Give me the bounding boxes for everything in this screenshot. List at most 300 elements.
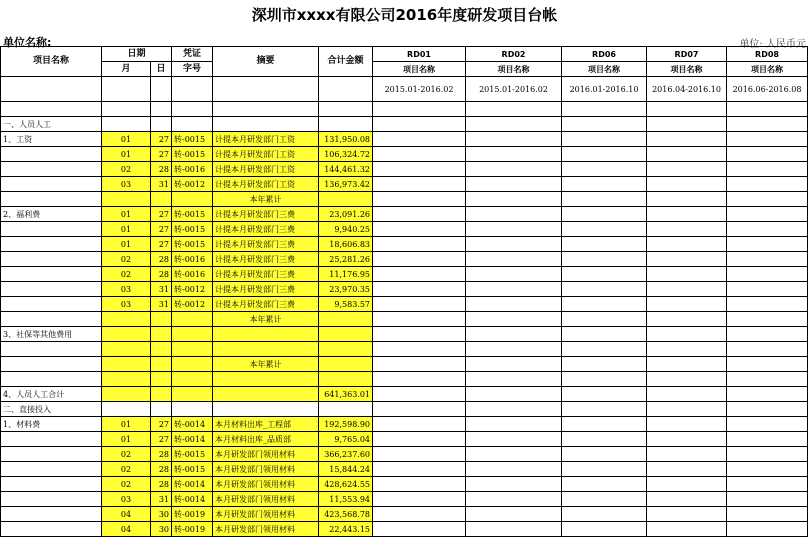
row-project-amount-cell xyxy=(466,132,562,147)
table-row xyxy=(1,117,808,132)
row-project-amount-cell xyxy=(466,207,562,222)
table-row xyxy=(1,237,808,252)
row-amount-cell: 23,970.35 xyxy=(319,282,373,297)
row-project-name-cell xyxy=(1,267,102,282)
row-day-cell xyxy=(151,312,172,327)
row-summary-cell xyxy=(213,372,319,387)
row-summary-cell: 计提本月研发部门三费 xyxy=(213,207,319,222)
row-project-amount-cell xyxy=(647,477,727,492)
header-blank xyxy=(213,77,319,102)
row-project-amount-cell xyxy=(373,327,466,342)
row-summary-cell xyxy=(213,102,319,117)
row-project-amount-cell xyxy=(466,372,562,387)
row-month-cell: 01 xyxy=(102,222,151,237)
row-month-cell xyxy=(102,402,151,417)
row-amount-cell xyxy=(319,342,373,357)
row-voucher-cell xyxy=(172,102,213,117)
row-project-amount-cell xyxy=(647,462,727,477)
row-day-cell: 31 xyxy=(151,492,172,507)
row-project-amount-cell xyxy=(727,147,808,162)
row-month-cell: 01 xyxy=(102,207,151,222)
row-project-amount-cell xyxy=(562,522,647,537)
row-month-cell: 02 xyxy=(102,252,151,267)
row-day-cell xyxy=(151,342,172,357)
row-summary-cell xyxy=(213,117,319,132)
row-project-name-cell xyxy=(1,252,102,267)
row-summary-cell: 本月材料出库_工程部 xyxy=(213,417,319,432)
table-row xyxy=(1,222,808,237)
row-project-amount-cell xyxy=(727,492,808,507)
table-row xyxy=(1,327,808,342)
row-day-cell: 31 xyxy=(151,177,172,192)
row-project-amount-cell xyxy=(373,492,466,507)
row-day-cell: 30 xyxy=(151,522,172,537)
row-day-cell: 28 xyxy=(151,462,172,477)
row-project-amount-cell xyxy=(373,102,466,117)
row-amount-cell: 23,091.26 xyxy=(319,207,373,222)
table-row xyxy=(1,387,808,402)
row-project-amount-cell xyxy=(373,237,466,252)
row-project-amount-cell xyxy=(466,222,562,237)
row-project-name-cell: 3、社保等其他费用 xyxy=(1,327,102,342)
row-project-amount-cell xyxy=(466,177,562,192)
row-amount-cell: 131,950.08 xyxy=(319,132,373,147)
row-amount-cell: 9,583.57 xyxy=(319,297,373,312)
row-project-amount-cell xyxy=(373,117,466,132)
row-month-cell: 03 xyxy=(102,297,151,312)
row-project-amount-cell xyxy=(373,402,466,417)
header-project-period: 2016.04-2016.10 xyxy=(647,77,727,102)
row-month-cell: 01 xyxy=(102,132,151,147)
row-voucher-cell xyxy=(172,357,213,372)
table-row xyxy=(1,342,808,357)
row-project-amount-cell xyxy=(466,477,562,492)
row-month-cell xyxy=(102,357,151,372)
row-voucher-cell xyxy=(172,372,213,387)
row-project-amount-cell xyxy=(562,462,647,477)
row-summary-cell: 本月研发部门领用材料 xyxy=(213,522,319,537)
row-project-amount-cell xyxy=(562,402,647,417)
header-project-code: RD07 xyxy=(647,47,727,62)
header-day: 日 xyxy=(151,62,172,77)
row-day-cell xyxy=(151,192,172,207)
row-project-amount-cell xyxy=(562,357,647,372)
row-month-cell: 04 xyxy=(102,522,151,537)
row-project-name-cell xyxy=(1,462,102,477)
row-project-amount-cell xyxy=(727,177,808,192)
row-month-cell: 01 xyxy=(102,147,151,162)
row-summary-cell: 本月研发部门领用材料 xyxy=(213,507,319,522)
row-project-amount-cell xyxy=(647,117,727,132)
row-day-cell: 27 xyxy=(151,132,172,147)
header-voucher-top: 凭证 xyxy=(172,47,213,62)
row-month-cell xyxy=(102,342,151,357)
row-amount-cell: 428,624.55 xyxy=(319,477,373,492)
row-summary-cell: 计提本月研发部门工资 xyxy=(213,132,319,147)
header-project-name-col: 项目名称 xyxy=(727,62,808,77)
row-project-amount-cell xyxy=(562,342,647,357)
row-project-name-cell xyxy=(1,342,102,357)
row-project-amount-cell xyxy=(373,252,466,267)
row-project-amount-cell xyxy=(647,147,727,162)
header-project-name-col: 项目名称 xyxy=(562,62,647,77)
row-project-amount-cell xyxy=(647,432,727,447)
row-project-name-cell: 2、福利费 xyxy=(1,207,102,222)
table-header xyxy=(1,47,808,102)
row-project-amount-cell xyxy=(562,222,647,237)
row-project-amount-cell xyxy=(466,192,562,207)
row-project-amount-cell xyxy=(647,522,727,537)
row-project-amount-cell xyxy=(466,462,562,477)
row-project-amount-cell xyxy=(647,507,727,522)
row-voucher-cell: 转-0015 xyxy=(172,222,213,237)
row-project-amount-cell xyxy=(562,237,647,252)
row-project-amount-cell xyxy=(647,447,727,462)
row-project-amount-cell xyxy=(727,372,808,387)
row-voucher-cell xyxy=(172,402,213,417)
row-project-amount-cell xyxy=(562,372,647,387)
row-summary-cell: 计提本月研发部门工资 xyxy=(213,162,319,177)
row-project-amount-cell xyxy=(727,102,808,117)
row-amount-cell: 9,940.25 xyxy=(319,222,373,237)
row-project-amount-cell xyxy=(373,462,466,477)
row-month-cell: 02 xyxy=(102,162,151,177)
row-voucher-cell: 转-0015 xyxy=(172,147,213,162)
table-row xyxy=(1,132,808,147)
row-project-amount-cell xyxy=(727,222,808,237)
row-project-amount-cell xyxy=(647,387,727,402)
header-project-name-col: 项目名称 xyxy=(647,62,727,77)
row-project-amount-cell xyxy=(466,402,562,417)
row-project-amount-cell xyxy=(562,492,647,507)
row-amount-cell: 11,553.94 xyxy=(319,492,373,507)
row-project-amount-cell xyxy=(647,402,727,417)
row-summary-cell: 计提本月研发部门三费 xyxy=(213,297,319,312)
table-row xyxy=(1,192,808,207)
row-project-amount-cell xyxy=(466,297,562,312)
table-row xyxy=(1,477,808,492)
row-project-name-cell xyxy=(1,357,102,372)
row-project-amount-cell xyxy=(727,477,808,492)
row-amount-cell xyxy=(319,117,373,132)
row-project-name-cell xyxy=(1,282,102,297)
row-voucher-cell: 转-0015 xyxy=(172,462,213,477)
row-project-amount-cell xyxy=(562,117,647,132)
row-project-name-cell xyxy=(1,432,102,447)
row-day-cell: 28 xyxy=(151,162,172,177)
row-project-amount-cell xyxy=(373,477,466,492)
table-row xyxy=(1,162,808,177)
row-project-amount-cell xyxy=(373,132,466,147)
row-month-cell: 01 xyxy=(102,432,151,447)
row-amount-cell xyxy=(319,192,373,207)
row-voucher-cell: 转-0015 xyxy=(172,237,213,252)
row-voucher-cell: 转-0019 xyxy=(172,507,213,522)
row-project-amount-cell xyxy=(373,447,466,462)
row-project-name-cell: 1、工资 xyxy=(1,132,102,147)
row-project-amount-cell xyxy=(727,192,808,207)
row-day-cell xyxy=(151,387,172,402)
row-month-cell: 01 xyxy=(102,417,151,432)
row-amount-cell: 18,606.83 xyxy=(319,237,373,252)
row-amount-cell: 15,844.24 xyxy=(319,462,373,477)
row-project-amount-cell xyxy=(727,462,808,477)
row-day-cell: 27 xyxy=(151,207,172,222)
table-row xyxy=(1,417,808,432)
row-project-amount-cell xyxy=(727,402,808,417)
row-project-amount-cell xyxy=(466,102,562,117)
header-project-period: 2015.01-2016.02 xyxy=(373,77,466,102)
row-project-amount-cell xyxy=(466,492,562,507)
row-project-name-cell xyxy=(1,297,102,312)
row-project-amount-cell xyxy=(727,387,808,402)
row-project-amount-cell xyxy=(727,237,808,252)
row-voucher-cell: 转-0012 xyxy=(172,177,213,192)
row-project-amount-cell xyxy=(373,342,466,357)
row-voucher-cell: 转-0014 xyxy=(172,417,213,432)
row-project-amount-cell xyxy=(727,282,808,297)
row-project-name-cell xyxy=(1,477,102,492)
row-voucher-cell: 转-0014 xyxy=(172,477,213,492)
row-project-name-cell xyxy=(1,162,102,177)
row-amount-cell: 144,461.32 xyxy=(319,162,373,177)
row-project-amount-cell xyxy=(562,447,647,462)
row-summary-cell xyxy=(213,402,319,417)
row-voucher-cell xyxy=(172,342,213,357)
row-project-name-cell xyxy=(1,492,102,507)
row-summary-cell xyxy=(213,342,319,357)
table-row xyxy=(1,102,808,117)
row-project-amount-cell xyxy=(373,372,466,387)
table-row xyxy=(1,177,808,192)
row-project-amount-cell xyxy=(466,342,562,357)
row-project-name-cell: 4、人员人工合计 xyxy=(1,387,102,402)
table-row xyxy=(1,402,808,417)
row-project-amount-cell xyxy=(466,387,562,402)
row-voucher-cell xyxy=(172,387,213,402)
row-project-amount-cell xyxy=(466,357,562,372)
table-row xyxy=(1,147,808,162)
row-project-name-cell xyxy=(1,222,102,237)
row-day-cell xyxy=(151,372,172,387)
row-project-amount-cell xyxy=(373,297,466,312)
row-project-amount-cell xyxy=(647,132,727,147)
row-voucher-cell xyxy=(172,312,213,327)
row-amount-cell: 192,598.90 xyxy=(319,417,373,432)
row-project-name-cell xyxy=(1,447,102,462)
header-project-name: 项目名称 xyxy=(1,47,102,77)
row-day-cell: 31 xyxy=(151,282,172,297)
row-project-amount-cell xyxy=(466,267,562,282)
row-summary-cell: 本月研发部门领用材料 xyxy=(213,477,319,492)
row-summary-cell: 本年累计 xyxy=(213,357,319,372)
row-summary-cell: 计提本月研发部门三费 xyxy=(213,267,319,282)
row-month-cell: 02 xyxy=(102,477,151,492)
row-project-amount-cell xyxy=(373,507,466,522)
row-project-amount-cell xyxy=(466,417,562,432)
row-project-amount-cell xyxy=(647,237,727,252)
row-day-cell xyxy=(151,357,172,372)
unit-name-label: 单位名称: xyxy=(3,36,52,49)
row-project-amount-cell xyxy=(727,342,808,357)
page-title: 深圳市xxxx有限公司2016年度研发项目台帐 xyxy=(251,6,558,24)
row-project-name-cell xyxy=(1,102,102,117)
row-project-amount-cell xyxy=(373,522,466,537)
row-month-cell: 02 xyxy=(102,462,151,477)
row-month-cell: 02 xyxy=(102,267,151,282)
row-project-amount-cell xyxy=(562,327,647,342)
row-project-amount-cell xyxy=(466,522,562,537)
row-project-amount-cell xyxy=(562,102,647,117)
row-day-cell: 28 xyxy=(151,477,172,492)
row-day-cell: 27 xyxy=(151,237,172,252)
row-summary-cell: 计提本月研发部门工资 xyxy=(213,147,319,162)
row-project-amount-cell xyxy=(727,447,808,462)
row-project-amount-cell xyxy=(727,132,808,147)
table-row xyxy=(1,522,808,537)
row-project-amount-cell xyxy=(647,162,727,177)
table-row xyxy=(1,207,808,222)
row-project-amount-cell xyxy=(647,297,727,312)
header-blank xyxy=(151,77,172,102)
row-project-amount-cell xyxy=(727,312,808,327)
table-row xyxy=(1,492,808,507)
row-project-amount-cell xyxy=(727,327,808,342)
header-blank xyxy=(319,77,373,102)
row-amount-cell: 11,176.95 xyxy=(319,267,373,282)
row-project-amount-cell xyxy=(562,162,647,177)
row-project-name-cell xyxy=(1,522,102,537)
row-month-cell xyxy=(102,372,151,387)
row-project-amount-cell xyxy=(562,177,647,192)
header-blank xyxy=(102,77,151,102)
row-project-name-cell xyxy=(1,177,102,192)
row-project-amount-cell xyxy=(466,327,562,342)
row-project-amount-cell xyxy=(727,507,808,522)
row-day-cell: 28 xyxy=(151,252,172,267)
row-project-name-cell xyxy=(1,312,102,327)
header-voucher-bottom: 字号 xyxy=(172,62,213,77)
row-amount-cell xyxy=(319,102,373,117)
row-project-amount-cell xyxy=(562,507,647,522)
row-month-cell xyxy=(102,102,151,117)
row-project-amount-cell xyxy=(373,432,466,447)
row-project-amount-cell xyxy=(562,297,647,312)
row-month-cell xyxy=(102,192,151,207)
ledger-table xyxy=(0,46,808,537)
header-project-code: RD02 xyxy=(466,47,562,62)
row-project-amount-cell xyxy=(647,342,727,357)
row-day-cell: 27 xyxy=(151,147,172,162)
row-project-amount-cell xyxy=(466,507,562,522)
row-voucher-cell: 转-0015 xyxy=(172,132,213,147)
row-month-cell: 03 xyxy=(102,177,151,192)
row-amount-cell xyxy=(319,327,373,342)
row-project-amount-cell xyxy=(562,192,647,207)
row-project-amount-cell xyxy=(647,282,727,297)
row-month-cell xyxy=(102,387,151,402)
row-project-amount-cell xyxy=(466,432,562,447)
row-summary-cell: 本年累计 xyxy=(213,312,319,327)
row-project-amount-cell xyxy=(562,267,647,282)
row-day-cell: 28 xyxy=(151,267,172,282)
row-project-amount-cell xyxy=(562,207,647,222)
row-voucher-cell: 转-0015 xyxy=(172,447,213,462)
row-project-amount-cell xyxy=(466,237,562,252)
row-amount-cell: 136,973.42 xyxy=(319,177,373,192)
row-amount-cell: 9,765.04 xyxy=(319,432,373,447)
row-project-amount-cell xyxy=(562,417,647,432)
row-project-amount-cell xyxy=(647,492,727,507)
row-month-cell: 03 xyxy=(102,282,151,297)
row-month-cell: 03 xyxy=(102,492,151,507)
row-project-amount-cell xyxy=(562,477,647,492)
row-project-amount-cell xyxy=(562,252,647,267)
row-month-cell xyxy=(102,327,151,342)
header-project-code: RD06 xyxy=(562,47,647,62)
row-summary-cell: 计提本月研发部门三费 xyxy=(213,282,319,297)
table-row xyxy=(1,447,808,462)
table-row xyxy=(1,432,808,447)
row-day-cell: 27 xyxy=(151,222,172,237)
row-project-name-cell xyxy=(1,507,102,522)
header-project-code: RD08 xyxy=(727,47,808,62)
row-amount-cell: 423,568.78 xyxy=(319,507,373,522)
row-project-amount-cell xyxy=(562,282,647,297)
currency-note: 单位: 人民币元 xyxy=(739,39,806,50)
row-voucher-cell: 转-0016 xyxy=(172,162,213,177)
row-month-cell: 01 xyxy=(102,237,151,252)
row-project-amount-cell xyxy=(647,327,727,342)
header-project-name-col: 项目名称 xyxy=(466,62,562,77)
row-summary-cell: 本月研发部门领用材料 xyxy=(213,462,319,477)
row-amount-cell xyxy=(319,402,373,417)
row-summary-cell: 本月材料出库_品质部 xyxy=(213,432,319,447)
row-project-name-cell xyxy=(1,192,102,207)
row-amount-cell xyxy=(319,312,373,327)
row-voucher-cell: 转-0014 xyxy=(172,432,213,447)
row-day-cell: 30 xyxy=(151,507,172,522)
header-summary: 摘要 xyxy=(213,47,319,77)
row-project-amount-cell xyxy=(373,282,466,297)
row-month-cell xyxy=(102,117,151,132)
row-project-amount-cell xyxy=(373,162,466,177)
row-summary-cell: 本月研发部门领用材料 xyxy=(213,447,319,462)
row-amount-cell xyxy=(319,357,373,372)
row-project-amount-cell xyxy=(562,147,647,162)
row-project-amount-cell xyxy=(647,357,727,372)
row-voucher-cell: 转-0016 xyxy=(172,267,213,282)
row-summary-cell: 本年累计 xyxy=(213,192,319,207)
row-project-amount-cell xyxy=(727,267,808,282)
row-project-amount-cell xyxy=(373,312,466,327)
header-blank xyxy=(172,77,213,102)
row-project-amount-cell xyxy=(647,192,727,207)
row-project-amount-cell xyxy=(373,387,466,402)
row-project-amount-cell xyxy=(373,207,466,222)
row-project-amount-cell xyxy=(466,312,562,327)
table-row xyxy=(1,282,808,297)
row-amount-cell: 25,281.26 xyxy=(319,252,373,267)
row-voucher-cell: 转-0016 xyxy=(172,252,213,267)
row-day-cell xyxy=(151,327,172,342)
row-project-amount-cell xyxy=(647,252,727,267)
row-project-amount-cell xyxy=(647,177,727,192)
row-day-cell: 28 xyxy=(151,447,172,462)
row-project-amount-cell xyxy=(562,432,647,447)
header-project-name-col: 项目名称 xyxy=(373,62,466,77)
row-project-amount-cell xyxy=(727,207,808,222)
